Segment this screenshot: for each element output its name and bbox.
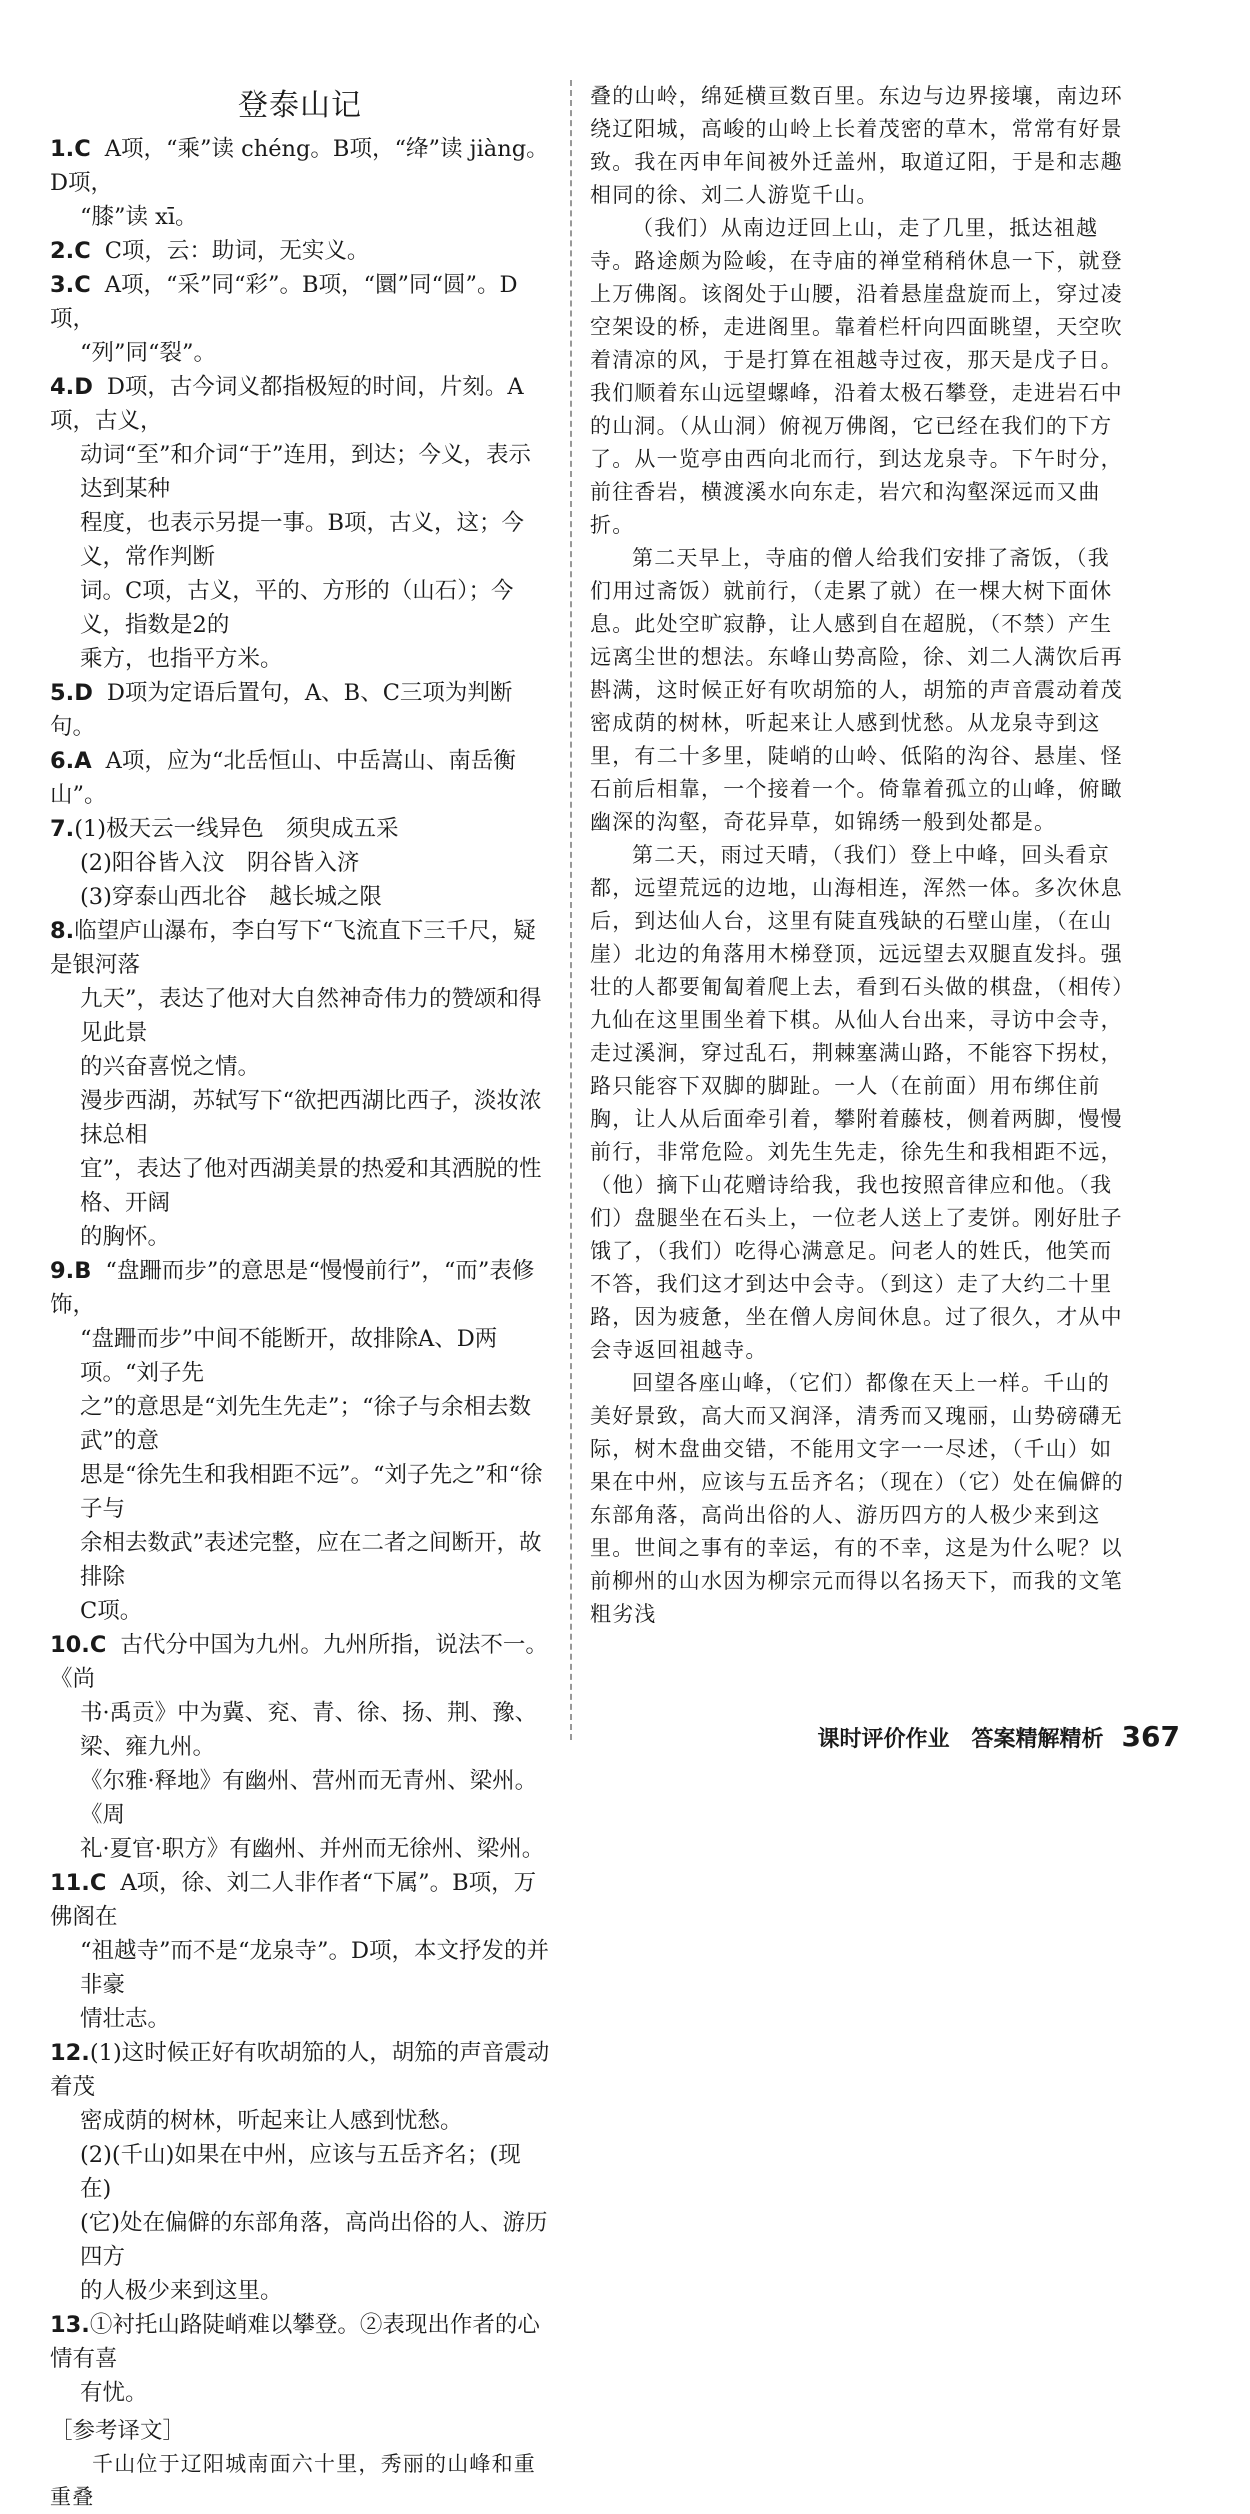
answer-line: 漫步西湖，苏轼写下“欲把西湖比西子，淡妆浓抹总相	[80, 1088, 542, 1148]
answer-text: C项，云：助词，无实义。	[104, 238, 370, 264]
footer-label: 课时评价作业 答案精解精析	[817, 1727, 1104, 1752]
answer-item	[50, 1628, 550, 1866]
answer-line	[50, 744, 550, 812]
reference-paragraph-start: 千山位于辽阳城南面六十里，秀丽的山峰和重重叠	[50, 2452, 536, 2509]
answer-line	[50, 1866, 550, 1934]
answer-line	[50, 676, 550, 744]
answer-item	[50, 268, 550, 370]
answer-line: 九天”，表达了他对大自然神奇伟力的赞颂和得见此景	[80, 986, 542, 1046]
answer-line: 的人极少来到这里。	[80, 2278, 283, 2304]
answer-item	[50, 370, 550, 676]
answer-number: 3.C	[50, 272, 91, 298]
answer-text: (1)极天云一线异色 须臾成五采	[74, 816, 399, 842]
answer-text: ①衬托山路陡峭难以攀登。②表现出作者的心情有喜	[50, 2312, 540, 2372]
answer-text: A项，“采”同“彩”。B项，“圜”同“圆”。D项，	[50, 272, 518, 332]
answer-number: 4.D	[50, 374, 93, 400]
answer-number: 10.C	[50, 1632, 107, 1658]
answer-item	[50, 1254, 550, 1628]
answer-text: A项，徐、刘二人非作者“下属”。B项，万佛阁在	[50, 1870, 537, 1930]
answer-line: 的胸怀。	[80, 1224, 171, 1250]
answer-item	[50, 812, 550, 914]
answer-line	[50, 132, 550, 200]
answer-line: “祖越寺”而不是“龙泉寺”。D项，本文抒发的并非豪	[80, 1938, 550, 1998]
answer-item	[50, 744, 550, 812]
answer-text: 临望庐山瀑布，李白写下“飞流直下三千尺，疑是银河落	[50, 918, 536, 978]
left-column	[50, 80, 550, 2514]
answer-item	[50, 676, 550, 744]
reference-translation	[590, 80, 1125, 1631]
translation-paragraph: 第二天，雨过天晴，（我们）登上中峰，回头看京都，远望荒远的边地，山海相连，浑然一体。多次休息后，到达仙人台，这里有陡直残缺的石壁山崖，（在山崖）北边的角落用木梯登顶，远远望去双腿直发抖。强壮的人都要匍匐着爬上去，看到石头做的棋盘，（相传）九仙在这里围坐着下棋。从仙人台出来，寻访中会寺，走过溪涧，穿过乱石，荆棘塞满山路，不能容下拐杖，路只能容下双脚的脚趾。一人（在前面）用布绑住前胸，让人从后面牵引着，攀附着藤枝，侧着两脚，慢慢前行，非常危险。刘先生先走，徐先生和我相距不远，（他）摘下山花赠诗给我，我也按照音律应和他。（我们）盘腿坐在石头上，一位老人送上了麦饼。刚好肚子饿了，（我们）吃得心满意足。问老人的姓氏，他笑而不答，我们这才到达中会寺。（到这）走了大约二十里路，因为疲惫，坐在僧人房间休息。过了很久，才从中会寺返回祖越寺。	[590, 843, 1124, 1362]
column-divider	[570, 80, 572, 1740]
translation-paragraph: 回望各座山峰，（它们）都像在天上一样。千山的美好景致，高大而又润泽，清秀而又瑰丽，山势磅礴无际，树木盘曲交错，不能用文字一一尽述，（千山）如果在中州，应该与五岳齐名；（现在）（它）处在偏僻的东部角落，高尚出俗的人、游历四方的人极少来到这里。世间之事有的幸运，有的不幸，这是为什么呢？以前柳州的山水因为柳宗元而得以名扬天下，而我的文笔粗劣浅	[590, 1371, 1124, 1626]
answer-line: 有忧。	[80, 2380, 148, 2406]
answer-line: “盘跚而步”中间不能断开，故排除A、D两项。“刘子先	[80, 1326, 498, 1386]
answer-line	[50, 1628, 550, 1696]
answer-number: 9.B	[50, 1258, 92, 1284]
answer-list	[50, 132, 550, 2410]
answer-number: 11.C	[50, 1870, 107, 1896]
answer-line: 动词“至”和介词“于”连用，到达；今义，表示达到某种	[80, 442, 532, 502]
answer-text: D项为定语后置句，A、B、C三项为判断句。	[50, 680, 513, 740]
answer-line: 之”的意思是“刘先生先走”；“徐子与余相去数武”的意	[80, 1394, 532, 1454]
page-title: 登泰山记	[238, 88, 362, 123]
answer-line: 书·禹贡》中为冀、兖、青、徐、扬、荆、豫、梁、雍九州。	[80, 1700, 538, 1760]
answer-line: 思是“徐先生和我相距不远”。“刘子先之”和“徐子与	[80, 1462, 543, 1522]
answer-line	[50, 1254, 550, 1322]
answer-number: 6.A	[50, 748, 92, 774]
answer-line: 乘方，也指平方米。	[80, 646, 283, 672]
answer-number: 5.D	[50, 680, 93, 706]
answer-item	[50, 132, 550, 234]
answer-line: “列”同“裂”。	[80, 340, 217, 366]
answer-number: 1.C	[50, 136, 91, 162]
answer-line: 情壮志。	[80, 2006, 171, 2032]
answer-number: 7.	[50, 816, 75, 842]
answer-line: (3)穿泰山西北谷 越长城之限	[80, 884, 382, 910]
page-number: 367	[1121, 1720, 1180, 1753]
answer-text: (1)这时候正好有吹胡笳的人，胡笳的声音震动着茂	[50, 2040, 550, 2100]
answer-line	[50, 370, 550, 438]
answer-line: 余相去数武”表述完整，应在二者之间断开，故排除	[80, 1530, 542, 1590]
answer-line	[50, 268, 550, 336]
answer-text: A项，应为“北岳恒山、中岳嵩山、南岳衡山”。	[50, 748, 516, 808]
answer-line: (它)处在偏僻的东部角落，高尚出俗的人、游历四方	[80, 2210, 548, 2270]
answer-line: 礼·夏官·职方》有幽州、并州而无徐州、梁州。	[80, 1836, 545, 1862]
answer-line: 程度，也表示另提一事。B项，古义，这；今义，常作判断	[80, 510, 525, 570]
answer-item	[50, 2036, 550, 2308]
answer-number: 2.C	[50, 238, 91, 264]
translation-paragraph: （我们）从南边迂回上山，走了几里，抵达祖越寺。路途颇为险峻，在寺庙的禅堂稍稍休息一下，就登上万佛阁。该阁处于山腰，沿着悬崖盘旋而上，穿过凌空架设的桥，走进阁里。靠着栏杆向四面眺望，天空吹着清凉的风，于是打算在祖越寺过夜，那天是戊子日。我们顺着东山远望螺峰，沿着太极石攀登，走进岩石中的山洞。（从山洞）俯视万佛阁，它已经在我们的下方了。从一览亭由西向北而行，到达龙泉寺。下午时分，前往香岩，横渡溪水向东走，岩穴和沟壑深远而又曲折。	[590, 216, 1123, 537]
answer-line	[50, 2036, 550, 2104]
translation-paragraph: 第二天早上，寺庙的僧人给我们安排了斋饭，（我们用过斋饭）就前行，（走累了就）在一棵大树下面休息。此处空旷寂静，让人感到自在超脱，（不禁）产生远离尘世的想法。东峰山势高险，徐、刘二人满饮后再斟满，这时候正好有吹胡笳的人，胡笳的声音震动着茂密成荫的树林，听起来让人感到忧愁。从龙泉寺到这里，有二十多里，陡峭的山岭、低陷的沟谷、悬崖、怪石前后相靠，一个接着一个。倚靠着孤立的山峰，俯瞰幽深的沟壑，奇花异草，如锦绣一般到处都是。	[590, 546, 1123, 834]
answer-line	[50, 2308, 550, 2376]
answer-number: 8.	[50, 918, 75, 944]
answer-number: 12.	[50, 2040, 90, 2066]
answer-line: 《尔雅·释地》有幽州、营州而无青州、梁州。《周	[80, 1768, 538, 1828]
answer-text: “盘跚而步”的意思是“慢慢前行”，“而”表修饰，	[50, 1258, 535, 1318]
answer-item	[50, 1866, 550, 2036]
answer-line	[50, 812, 550, 846]
answer-item	[50, 2308, 550, 2410]
page-footer	[818, 1720, 1180, 1753]
answer-line: 密成荫的树林，听起来让人感到忧愁。	[80, 2108, 463, 2134]
answer-line	[50, 234, 550, 268]
right-column	[590, 80, 1125, 1631]
answer-text: D项，古今词义都指极短的时间，片刻。A项，古义，	[50, 374, 524, 434]
answer-line: 的兴奋喜悦之情。	[80, 1054, 261, 1080]
answer-text: A项，“乘”读 chéng。B项，“绛”读 jiàng。D项，	[50, 136, 549, 196]
answer-number: 13.	[50, 2312, 90, 2338]
translation-paragraph: 叠的山岭，绵延横亘数百里。东边与边界接壤，南边环绕辽阳城，高峻的山岭上长着茂密的草木，常常有好景致。我在丙申年间被外迁盖州，取道辽阳，于是和志趣相同的徐、刘二人游览千山。	[590, 84, 1123, 207]
answer-line: C项。	[80, 1598, 143, 1624]
answer-line	[50, 914, 550, 982]
answer-line: (2)(千山)如果在中州，应该与五岳齐名；(现在)	[80, 2142, 521, 2202]
answer-item	[50, 234, 550, 268]
answer-item	[50, 914, 550, 1254]
answer-line: 宜”，表达了他对西湖美景的热爱和其洒脱的性格、开阔	[80, 1156, 542, 1216]
answer-line: 词。C项，古义，平的、方形的（山石）；今义，指数是2的	[80, 578, 514, 638]
reference-heading: ［参考译文］	[50, 2418, 186, 2444]
answer-line: (2)阳谷皆入汶 阴谷皆入济	[80, 850, 360, 876]
answer-text: 古代分中国为九州。九州所指，说法不一。《尚	[50, 1632, 548, 1692]
answer-line: “膝”读 xī。	[80, 204, 198, 230]
